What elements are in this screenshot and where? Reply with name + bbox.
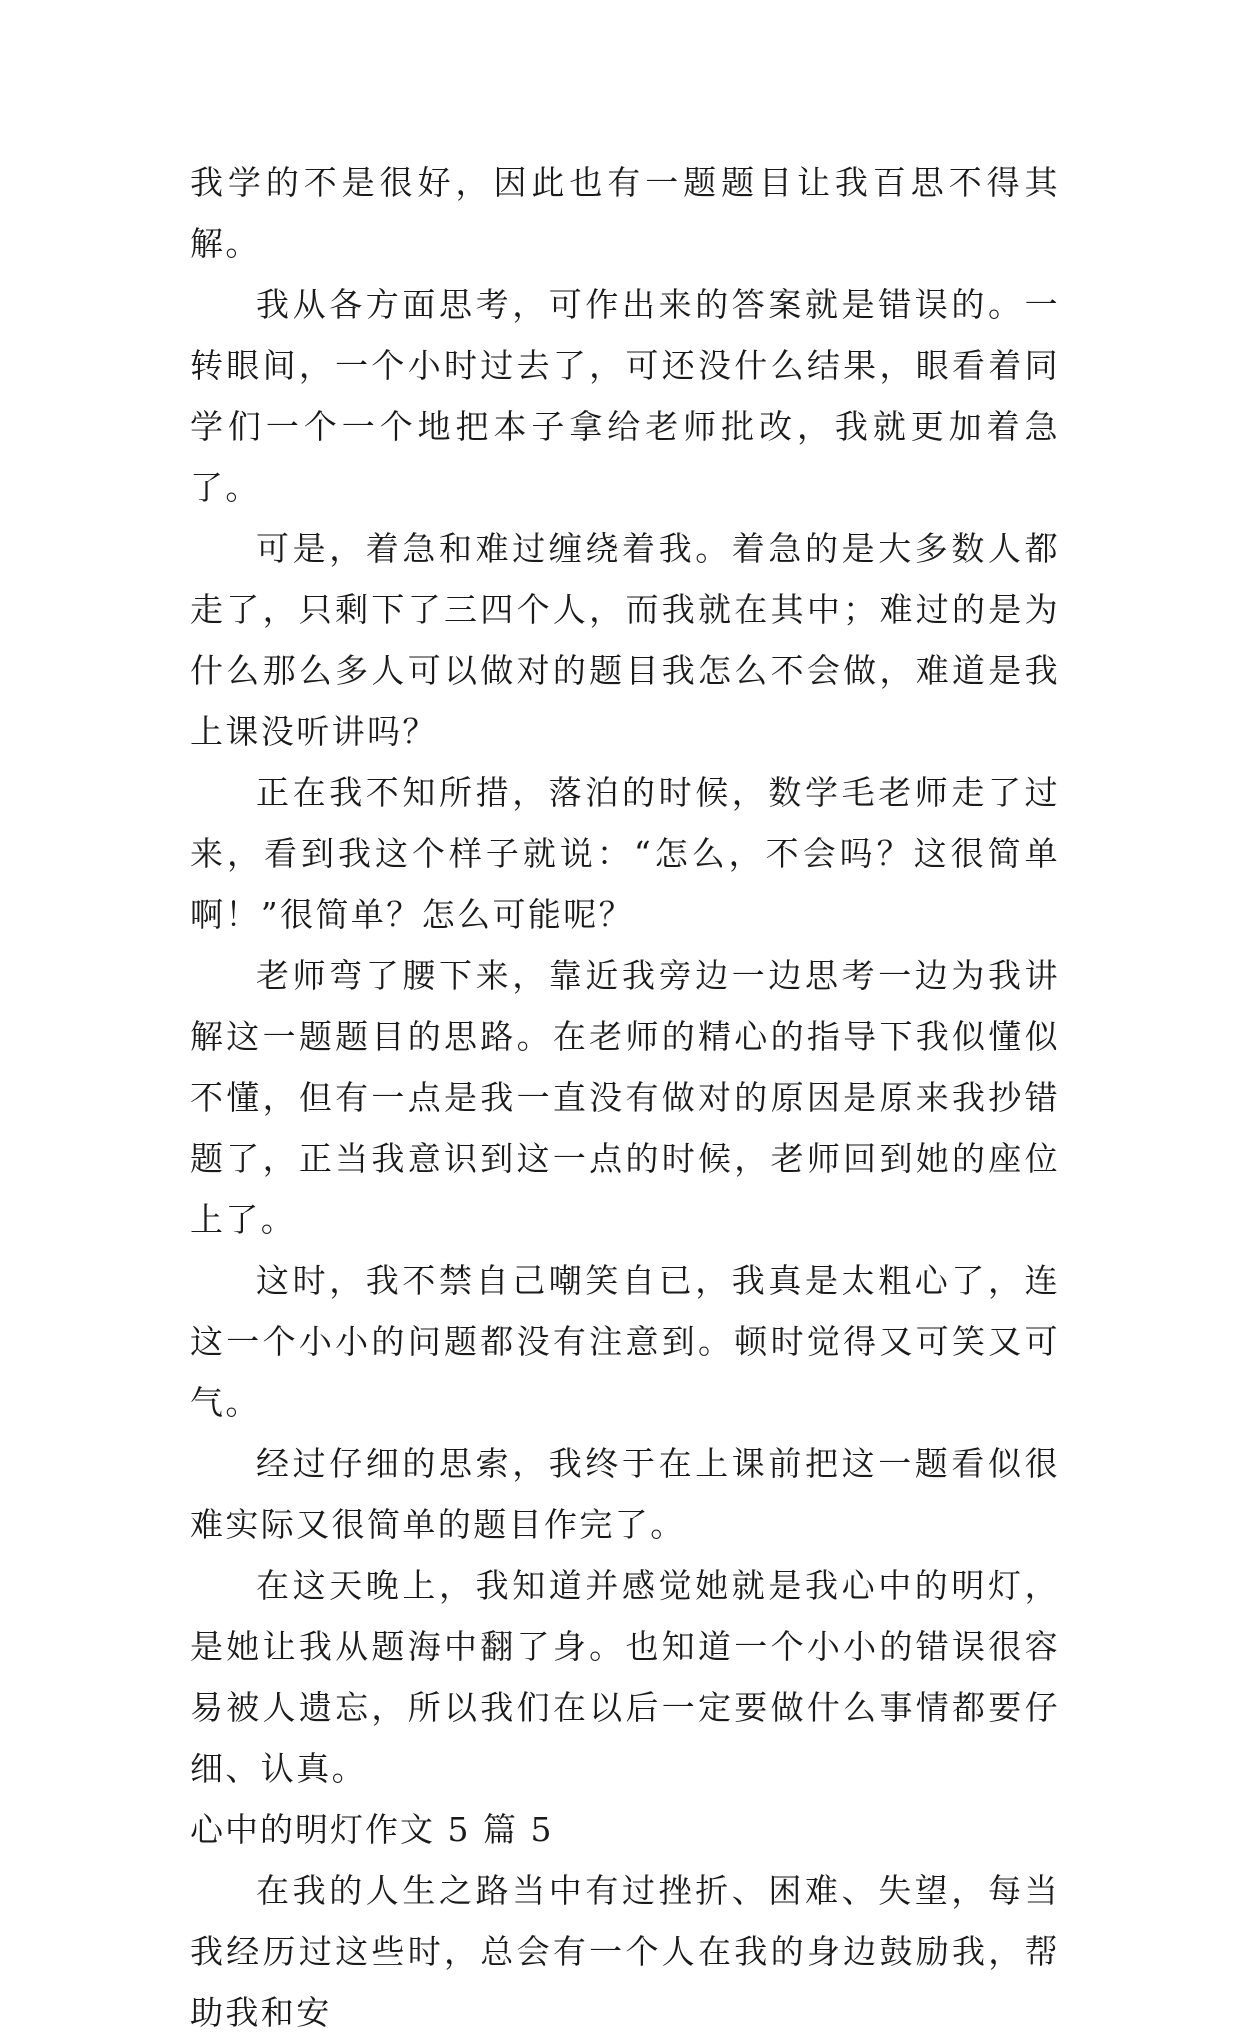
paragraph-3: 可是，着急和难过缠绕着我。着急的是大多数人都走了，只剩下了三四个人，而我就在其中；难过的是为什么那么多人可以做对的题目我怎么不会做，难道是我上课没听讲吗？ bbox=[190, 529, 1060, 751]
section-heading: 心中的明灯作文 5 篇 5 bbox=[190, 1810, 554, 1849]
paragraph-1: 我学的不是很好，因此也有一题题目让我百思不得其解。 bbox=[190, 163, 1060, 263]
paragraph-2: 我从各方面思考，可作出来的答案就是错误的。一转眼间，一个小时过去了，可还没什么结果，眼看着同学们一个一个地把本子拿给老师批改，我就更加着急了。 bbox=[190, 285, 1060, 507]
paragraph-4: 正在我不知所措，落泊的时候，数学毛老师走了过来，看到我这个样子就说：“怎么，不会吗？这很简单啊！”很简单？怎么可能呢？ bbox=[190, 773, 1060, 934]
paragraph-9: 在我的人生之路当中有过挫折、困难、失望，每当我经历过这些时，总会有一个人在我的身边鼓励我，帮助我和安 bbox=[190, 1871, 1060, 2032]
paragraph-5: 老师弯了腰下来，靠近我旁边一边思考一边为我讲解这一题题目的思路。在老师的精心的指导下我似懂似不懂，但有一点是我一直没有做对的原因是原来我抄错题了，正当我意识到这一点的时候，老师回到她的座位上了。 bbox=[190, 956, 1060, 1239]
paragraph-6: 这时，我不禁自己嘲笑自已，我真是太粗心了，连这一个小小的问题都没有注意到。顿时觉得又可笑又可气。 bbox=[190, 1261, 1060, 1422]
paragraph-8: 在这天晚上，我知道并感觉她就是我心中的明灯，是她让我从题海中翻了身。也知道一个小小的错误很容易被人遗忘，所以我们在以后一定要做什么事情都要仔细、认真。 bbox=[190, 1566, 1060, 1788]
paragraph-7: 经过仔细的思索，我终于在上课前把这一题看似很难实际又很简单的题目作完了。 bbox=[190, 1444, 1060, 1544]
document-body bbox=[190, 152, 1060, 2043]
